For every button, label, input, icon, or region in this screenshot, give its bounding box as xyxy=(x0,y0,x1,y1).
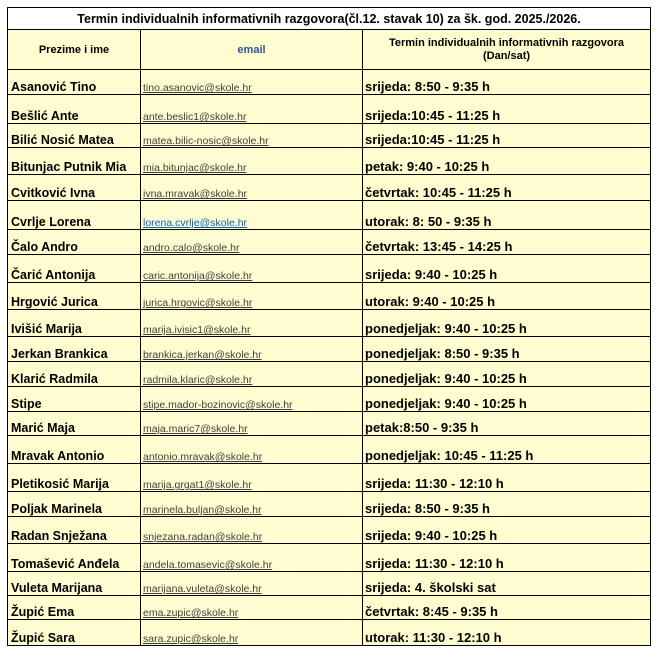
teacher-name: Mravak Antonio xyxy=(8,436,141,464)
table-row xyxy=(8,337,651,362)
meeting-term: četvrtak: 8:45 - 9:35 h xyxy=(363,596,651,620)
teacher-name: Radan Snježana xyxy=(8,517,141,544)
teacher-name: Asanović Tino xyxy=(8,70,141,95)
teacher-email-link[interactable]: matea.bilic-nosic@skole.hr xyxy=(143,135,269,147)
teacher-email-cell xyxy=(141,230,363,255)
table-row xyxy=(8,310,651,337)
teacher-name: Čalo Andro xyxy=(8,230,141,255)
table-row xyxy=(8,124,651,148)
meeting-term: ponedjeljak: 9:40 - 10:25 h xyxy=(363,387,651,412)
meeting-term: ponedjeljak: 9:40 - 10:25 h xyxy=(363,310,651,337)
meeting-term: petak: 9:40 - 10:25 h xyxy=(363,148,651,175)
teacher-email-link[interactable]: andela.tomasevic@skole.hr xyxy=(143,559,273,571)
teacher-name: Župić Sara xyxy=(8,620,141,646)
teacher-email-cell xyxy=(141,412,363,436)
teacher-email-link[interactable]: ante.beslic1@skole.hr xyxy=(143,111,247,123)
teacher-email-cell xyxy=(141,310,363,337)
teacher-email-link[interactable]: brankica.jerkan@skole.hr xyxy=(143,349,262,361)
teacher-name: Vuleta Marijana xyxy=(8,572,141,596)
table-row xyxy=(8,70,651,95)
table-row xyxy=(8,175,651,201)
meeting-term: srijeda: 11:30 - 12:10 h xyxy=(363,464,651,492)
teacher-email-link[interactable]: marinela.buljan@skole.hr xyxy=(143,504,262,516)
teacher-email-link[interactable]: radmila.klaric@skole.hr xyxy=(143,374,253,386)
teacher-email-link[interactable]: marija.ivisic1@skole.hr xyxy=(143,324,251,336)
table-row xyxy=(8,412,651,436)
meeting-term: utorak: 8: 50 - 9:35 h xyxy=(363,201,651,230)
title-row xyxy=(8,8,651,30)
teacher-name: Bešlić Ante xyxy=(8,95,141,124)
meeting-term: srijeda: 8:50 - 9:35 h xyxy=(363,492,651,517)
teacher-name: Jerkan Brankica xyxy=(8,337,141,362)
teacher-email-cell xyxy=(141,517,363,544)
table-row xyxy=(8,362,651,387)
teacher-email-cell xyxy=(141,596,363,620)
schedule-table xyxy=(7,7,651,646)
teacher-email-link[interactable]: marijana.vuleta@skole.hr xyxy=(143,583,262,595)
teacher-email-link[interactable]: caric.antonija@skole.hr xyxy=(143,270,253,282)
teacher-email-cell xyxy=(141,464,363,492)
teacher-email-link[interactable]: snjezana.radan@skole.hr xyxy=(143,531,263,543)
header-term-line1: Termin individualnih informativnih razgovora xyxy=(388,36,625,49)
table-row xyxy=(8,464,651,492)
meeting-term: ponedjeljak: 9:40 - 10:25 h xyxy=(363,362,651,387)
header-row xyxy=(8,30,651,70)
teacher-email-cell xyxy=(141,620,363,646)
teacher-email-link[interactable]: andro.calo@skole.hr xyxy=(143,242,240,254)
teacher-email-link[interactable]: stipe.mador-bozinovic@skole.hr xyxy=(143,399,293,411)
teacher-email-link[interactable]: lorena.cvrlje@skole.hr xyxy=(143,217,248,229)
teacher-name: Stipe xyxy=(8,387,141,412)
meeting-term: ponedjeljak: 8:50 - 9:35 h xyxy=(363,337,651,362)
teacher-email-cell xyxy=(141,387,363,412)
meeting-term: petak:8:50 - 9:35 h xyxy=(363,412,651,436)
table-row xyxy=(8,492,651,517)
table-row xyxy=(8,596,651,620)
meeting-term: četvrtak: 13:45 - 14:25 h xyxy=(363,230,651,255)
teacher-name: Tomašević Anđela xyxy=(8,544,141,572)
teacher-email-cell xyxy=(141,95,363,124)
meeting-term: srijeda: 9:40 - 10:25 h xyxy=(363,517,651,544)
teacher-email-cell xyxy=(141,255,363,283)
teacher-name: Marić Maja xyxy=(8,412,141,436)
teacher-email-link[interactable]: maja.maric7@skole.hr xyxy=(143,423,248,435)
header-email: email xyxy=(141,30,363,70)
meeting-term: ponedjeljak: 10:45 - 11:25 h xyxy=(363,436,651,464)
teacher-email-cell xyxy=(141,124,363,148)
table-row xyxy=(8,255,651,283)
teacher-name: Čarić Antonija xyxy=(8,255,141,283)
meeting-term: utorak: 9:40 - 10:25 h xyxy=(363,283,651,310)
table-row xyxy=(8,572,651,596)
table-row xyxy=(8,620,651,646)
table-title: Termin individualnih informativnih razgovora(čl.12. stavak 10) za šk. god. 2025./2026. xyxy=(8,8,651,30)
table-row xyxy=(8,283,651,310)
teacher-email-link[interactable]: sara.zupic@skole.hr xyxy=(143,633,239,645)
teacher-email-cell xyxy=(141,175,363,201)
table-row xyxy=(8,517,651,544)
teacher-name: Pletikosić Marija xyxy=(8,464,141,492)
teacher-name: Poljak Marinela xyxy=(8,492,141,517)
table-row xyxy=(8,387,651,412)
teacher-name: Cvrlje Lorena xyxy=(8,201,141,230)
teacher-email-link[interactable]: ivna.mravak@skole.hr xyxy=(143,188,248,200)
header-name: Prezime i ime xyxy=(8,30,141,70)
teacher-email-link[interactable]: mia.bitunjac@skole.hr xyxy=(143,162,247,174)
teacher-email-cell xyxy=(141,492,363,517)
meeting-term: srijeda: 11:30 - 12:10 h xyxy=(363,544,651,572)
meeting-term: utorak: 11:30 - 12:10 h xyxy=(363,620,651,646)
table-row xyxy=(8,230,651,255)
table-row xyxy=(8,148,651,175)
teacher-email-link[interactable]: jurica.hrgovic@skole.hr xyxy=(143,297,253,309)
teacher-email-cell xyxy=(141,544,363,572)
teacher-email-cell xyxy=(141,201,363,230)
table-body xyxy=(8,70,651,646)
teacher-email-cell xyxy=(141,337,363,362)
teacher-email-cell xyxy=(141,70,363,95)
teacher-email-link[interactable]: ema.zupic@skole.hr xyxy=(143,607,239,619)
header-term xyxy=(363,30,651,70)
header-term-line2: (Dan/sat) xyxy=(482,49,531,62)
teacher-email-cell xyxy=(141,283,363,310)
meeting-term: srijeda: 8:50 - 9:35 h xyxy=(363,70,651,95)
teacher-email-cell xyxy=(141,148,363,175)
meeting-term: srijeda: 4. školski sat xyxy=(363,572,651,596)
teacher-name: Cvitković Ivna xyxy=(8,175,141,201)
meeting-term: srijeda: 9:40 - 10:25 h xyxy=(363,255,651,283)
teacher-email-cell xyxy=(141,572,363,596)
table-row xyxy=(8,201,651,230)
teacher-email-cell xyxy=(141,362,363,387)
teacher-email-link[interactable]: antonio.mravak@skole.hr xyxy=(143,451,263,463)
table-row xyxy=(8,544,651,572)
table-row xyxy=(8,436,651,464)
teacher-email-link[interactable]: tino.asanovic@skole.hr xyxy=(143,82,252,94)
teacher-email-cell xyxy=(141,436,363,464)
teacher-name: Župić Ema xyxy=(8,596,141,620)
teacher-name: Bitunjac Putnik Mia xyxy=(8,148,141,175)
teacher-name: Hrgović Jurica xyxy=(8,283,141,310)
meeting-term: srijeda:10:45 - 11:25 h xyxy=(363,95,651,124)
teacher-name: Ivišić Marija xyxy=(8,310,141,337)
teacher-email-link[interactable]: marija.grgat1@skole.hr xyxy=(143,479,252,491)
meeting-term: četvrtak: 10:45 - 11:25 h xyxy=(363,175,651,201)
table-row xyxy=(8,95,651,124)
teacher-name: Bilić Nosić Matea xyxy=(8,124,141,148)
teacher-name: Klarić Radmila xyxy=(8,362,141,387)
meeting-term: srijeda:10:45 - 11:25 h xyxy=(363,124,651,148)
